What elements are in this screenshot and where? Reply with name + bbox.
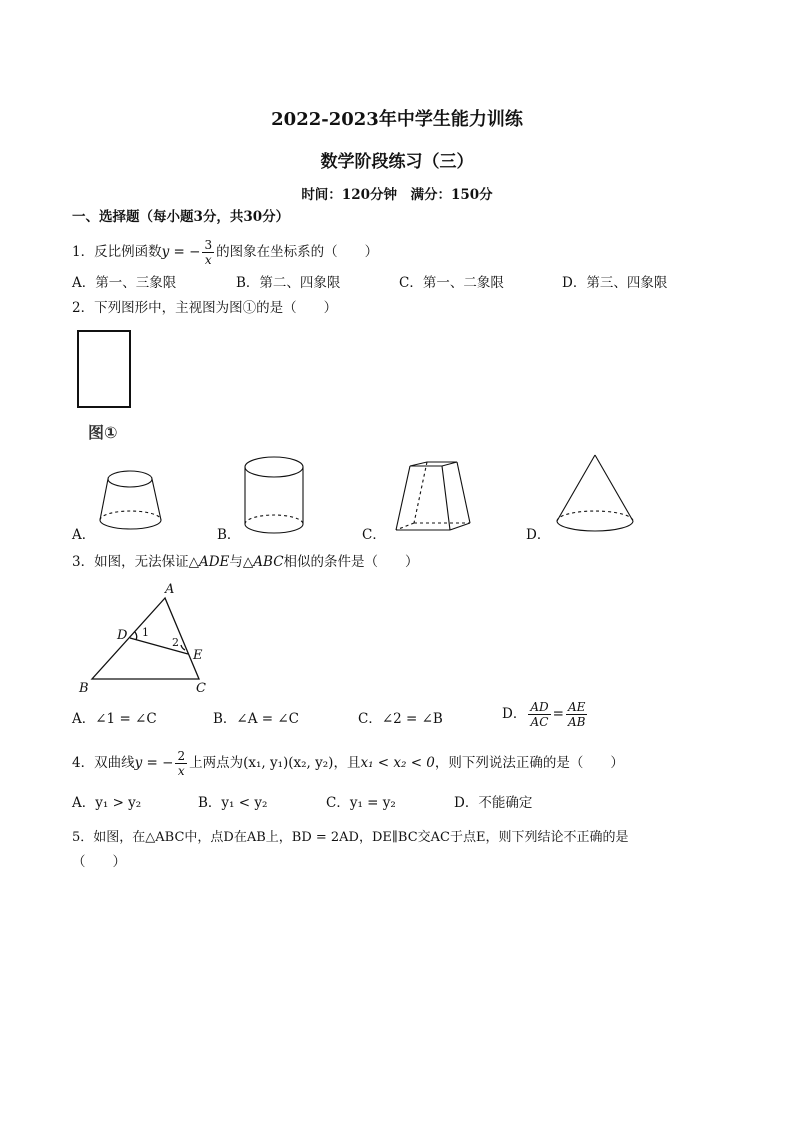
q4-option-b[interactable]: B．y₁ < y₂ <box>198 795 268 811</box>
q3-option-d-frac-1 <box>528 700 550 729</box>
q1-option-a[interactable]: A．第一、三象限 <box>72 275 177 291</box>
q4-frac-num: 2 <box>177 749 186 763</box>
section-heading: 一、选择题（每小题3分，共30分） <box>72 209 290 225</box>
exam-meta: 时间：120分钟 满分：150分 <box>301 187 493 203</box>
q3-frac2-den: AB <box>567 715 586 729</box>
q4-func: y = − <box>134 755 174 771</box>
point-d-label: D <box>117 628 128 643</box>
question-4 <box>72 749 624 778</box>
option-d-cone-figure <box>557 455 633 531</box>
option-b-cylinder-figure <box>245 457 303 533</box>
q1-option-d[interactable]: D．第三、四象限 <box>562 275 668 291</box>
q3-triangle-abc: △ABC <box>242 554 284 570</box>
q3-frac2-num: AE <box>566 700 587 715</box>
q3-frac1-num: AD <box>530 700 549 714</box>
point-b-label: B <box>79 681 89 696</box>
q1-frac-num: 3 <box>204 238 213 252</box>
q1-option-b[interactable]: B．第二、四象限 <box>236 275 341 291</box>
question-5: 5．如图，在△ABC中，点D在AB上，BD = 2AD，DE∥BC交AC于点E，则下列结论不正确的是 <box>72 830 629 845</box>
figure-1-rectangle <box>78 331 130 407</box>
q4-condition: x₁ < x₂ < 0 <box>360 755 435 771</box>
point-e-label: E <box>193 648 203 663</box>
q2-option-c[interactable]: C． <box>362 527 386 543</box>
option-c-square-frustum-figure <box>396 462 470 530</box>
option-a-frustum-figure <box>100 471 161 529</box>
q3-option-d-label: D． <box>502 706 527 722</box>
q5-answer-blank: （ ） <box>72 854 126 870</box>
page-title: 2022-2023年中学生能力训练 <box>271 109 523 130</box>
q3-option-a[interactable]: A．∠1 = ∠C <box>72 711 157 727</box>
q1-func: y = − <box>161 244 201 260</box>
q1-option-c[interactable]: C．第一、二象限 <box>399 275 504 291</box>
question-3 <box>72 553 419 571</box>
figure-1-label: 图① <box>88 423 118 442</box>
q3-option-d-frac-2 <box>566 700 587 729</box>
q3-text-c: 相似的条件是（ ） <box>283 554 419 570</box>
question-2: 2．下列图形中，主视图为图①的是（ ） <box>72 300 338 316</box>
point-c-label: C <box>196 681 206 696</box>
q2-option-b[interactable]: B． <box>217 527 241 543</box>
q4-suffix: ，则下列说法正确的是（ ） <box>434 755 624 771</box>
angle-1-label: 1 <box>142 626 149 639</box>
q1-frac-den: x <box>204 253 212 267</box>
q3-option-c[interactable]: C．∠2 = ∠B <box>358 711 443 727</box>
q3-frac1-den: AC <box>530 715 549 729</box>
q4-middle: 上两点为(x₁, y₁)(x₂, y₂)，且 <box>189 755 361 771</box>
q4-fraction <box>175 749 187 778</box>
angle-2-label: 2 <box>172 636 179 649</box>
q4-option-a[interactable]: A．y₁ > y₂ <box>72 795 142 811</box>
point-a-label: A <box>165 582 175 597</box>
q4-frac-den: x <box>177 764 185 778</box>
q4-option-d[interactable]: D．不能确定 <box>454 795 533 811</box>
q4-option-c[interactable]: C．y₁ = y₂ <box>326 795 396 811</box>
q1-suffix: 的图象在坐标系的（ ） <box>216 244 379 260</box>
q2-option-a[interactable]: A． <box>72 527 96 543</box>
q3-option-d-eq: = <box>552 706 564 722</box>
q3-option-b[interactable]: B．∠A = ∠C <box>213 711 300 727</box>
q3-triangle-ade: △ADE <box>188 554 230 570</box>
q3-text-a: 3．如图，无法保证 <box>72 554 189 570</box>
q3-text-b: 与 <box>229 554 243 570</box>
q3-option-d[interactable] <box>502 700 589 729</box>
q1-prefix: 1．反比例函数 <box>72 244 162 260</box>
page-subtitle: 数学阶段练习（三） <box>320 152 474 172</box>
q4-prefix: 4．双曲线 <box>72 755 135 771</box>
q2-option-d[interactable]: D． <box>526 527 551 543</box>
